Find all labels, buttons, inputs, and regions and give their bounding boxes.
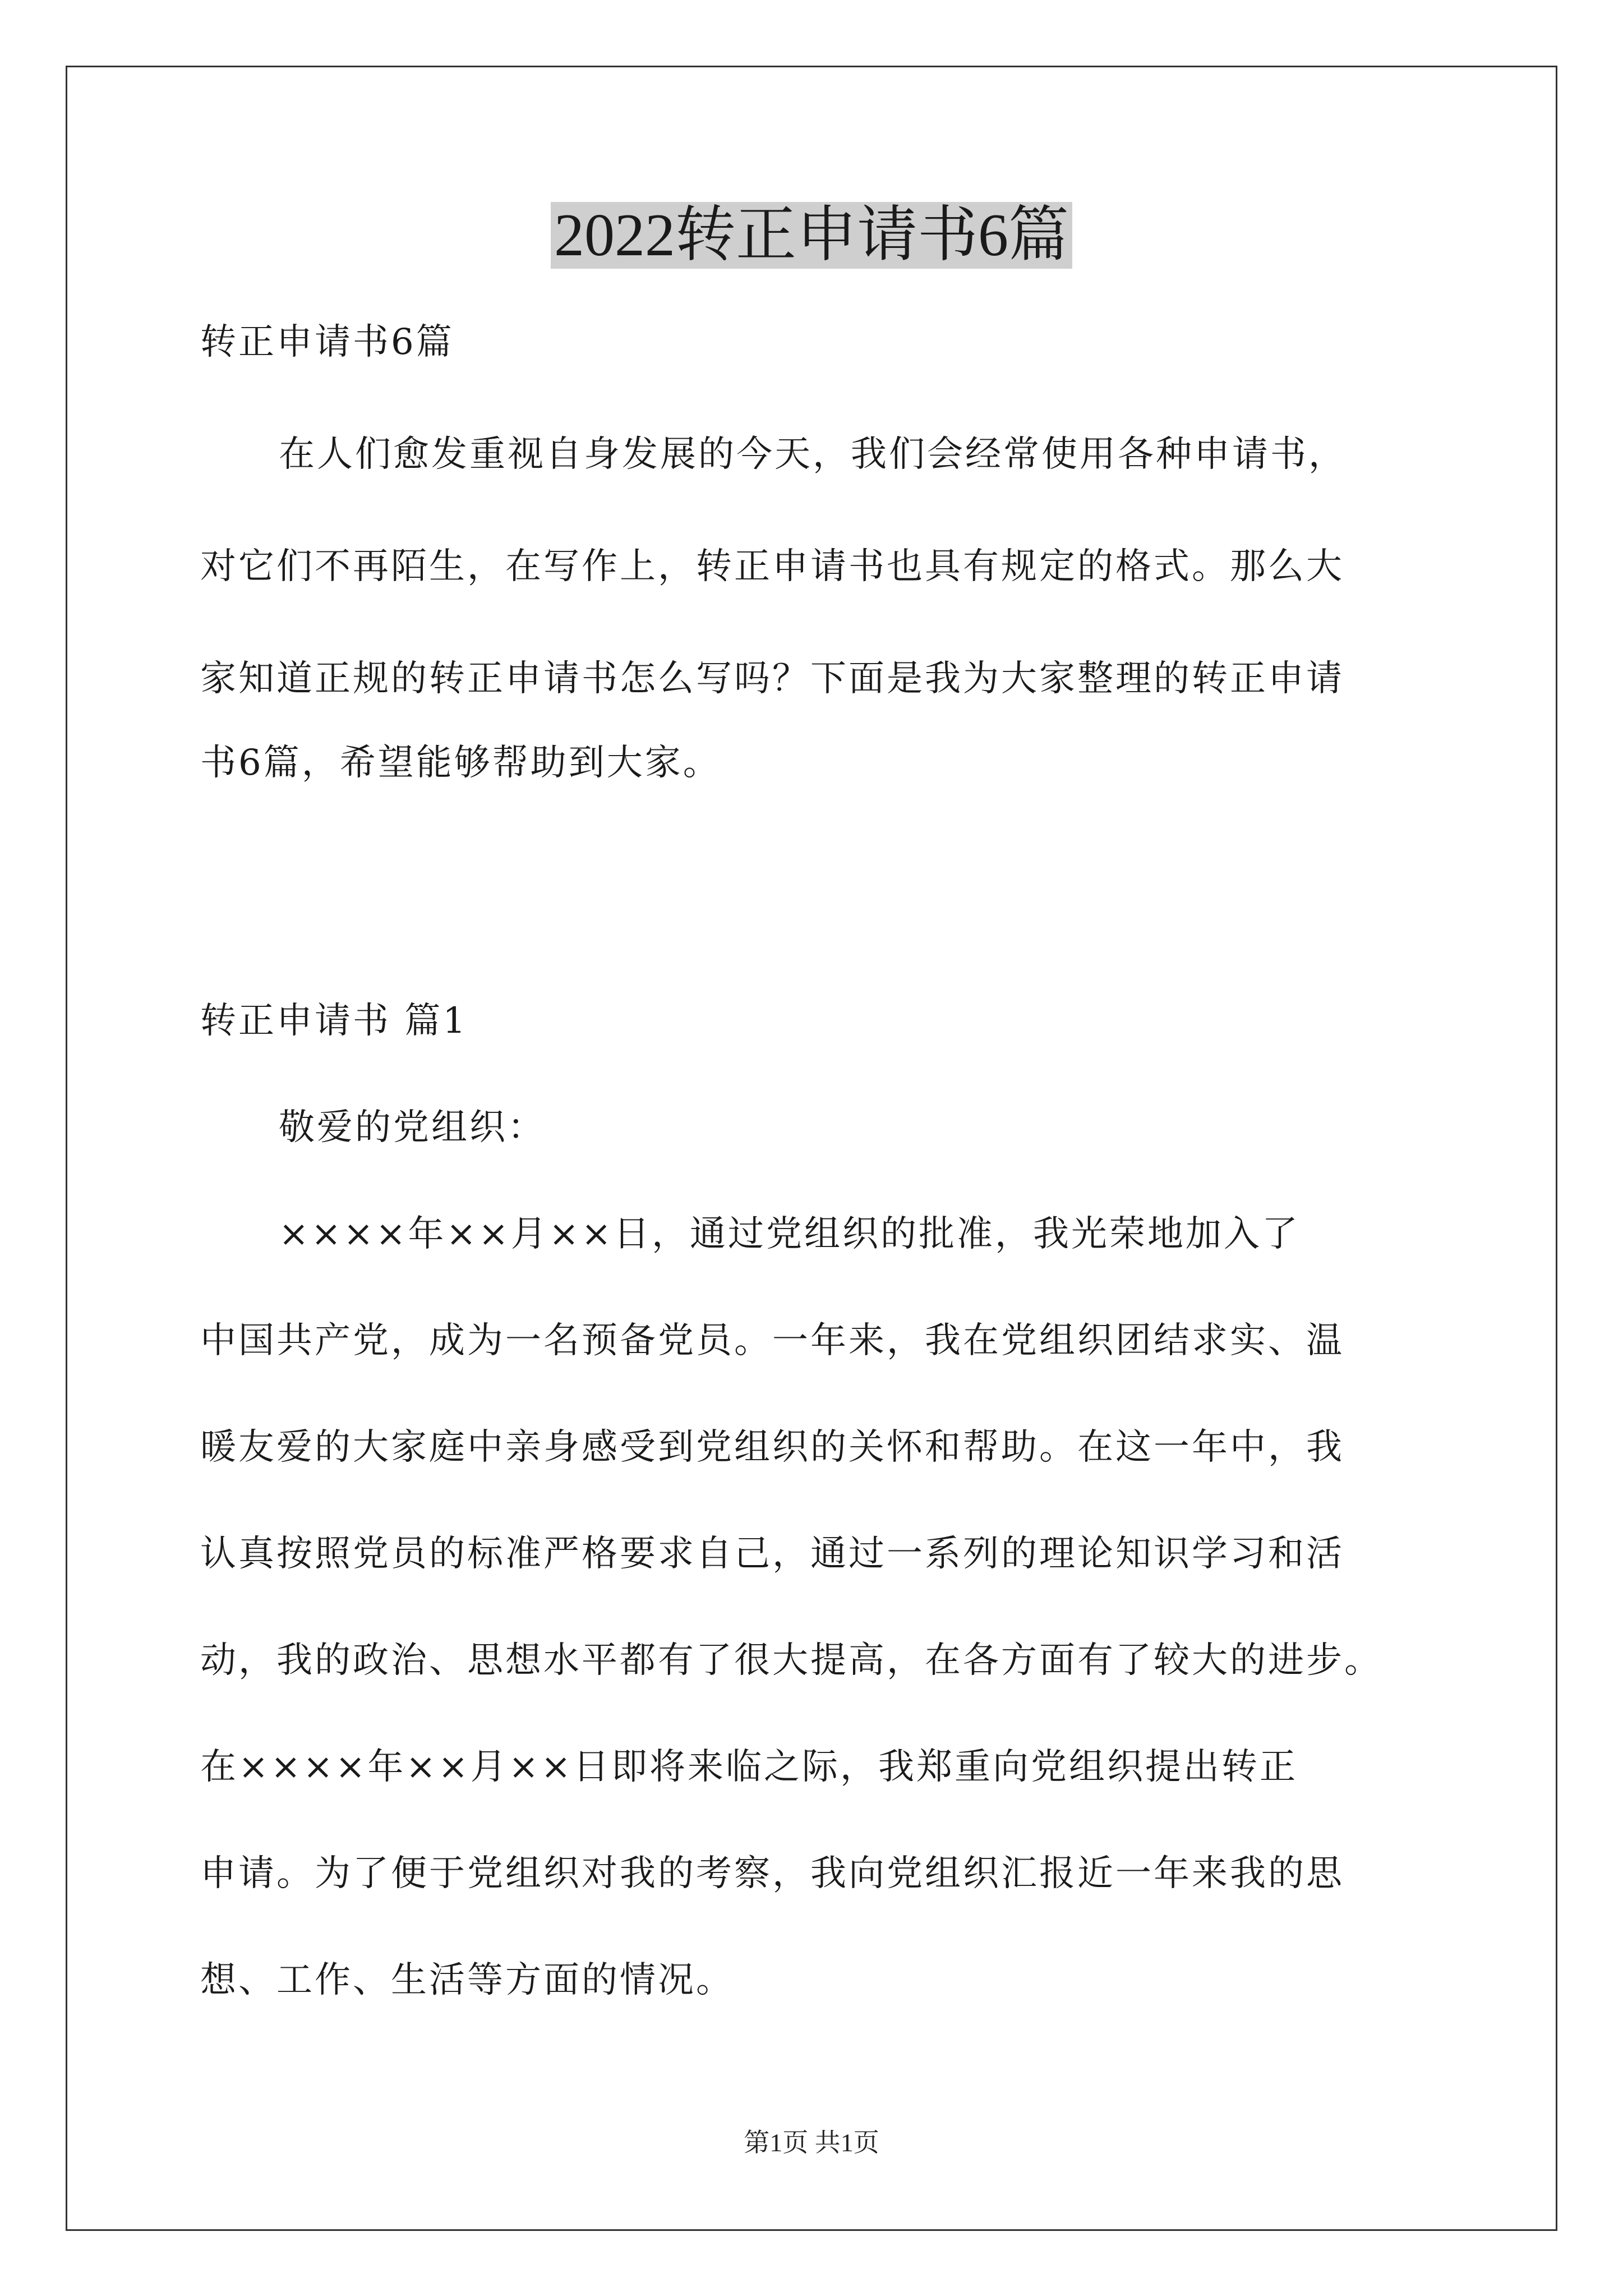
body-line-6: 在××××年××月××日即将来临之际，我郑重向党组织提出转正 (200, 1746, 1298, 1788)
intro-line-1: 在人们愈发重视自身发展的今天，我们会经常使用各种申请书， (279, 434, 1347, 475)
document-title (0, 194, 1623, 278)
body-line-1: ××××年××月××日，通过党组织的批准，我光荣地加入了 (279, 1213, 1300, 1255)
body-line-8: 想、工作、生活等方面的情况。 (200, 1959, 734, 2001)
salutation: 敬爱的党组织： (279, 1107, 546, 1148)
body-line-7: 申请。为了便于党组织对我的考察，我向党组织汇报近一年来我的思 (200, 1853, 1344, 1894)
section-heading: 转正申请书 篇1 (200, 1000, 468, 1042)
body-line-3: 暖友爱的大家庭中亲身感受到党组织的关怀和帮助。在这一年中，我 (200, 1427, 1344, 1468)
body-line-5: 动，我的政治、思想水平都有了很大提高，在各方面有了较大的进步。 (200, 1640, 1382, 1681)
body-line-4: 认真按照党员的标准严格要求自己，通过一系列的理论知识学习和活 (200, 1533, 1344, 1575)
intro-line-2: 对它们不再陌生，在写作上，转正申请书也具有规定的格式。那么大 (200, 546, 1344, 587)
document-title-text: 2022转正申请书6篇 (551, 202, 1072, 269)
intro-line-3: 家知道正规的转正申请书怎么写吗？下面是我为大家整理的转正申请 (200, 658, 1344, 700)
body-line-2: 中国共产党，成为一名预备党员。一年来，我在党组织团结求实、温 (200, 1320, 1344, 1361)
document-subtitle: 转正申请书6篇 (200, 321, 454, 363)
page-footer: 第1页 共1页 (744, 2128, 879, 2157)
intro-line-4: 书6篇，希望能够帮助到大家。 (200, 742, 721, 784)
